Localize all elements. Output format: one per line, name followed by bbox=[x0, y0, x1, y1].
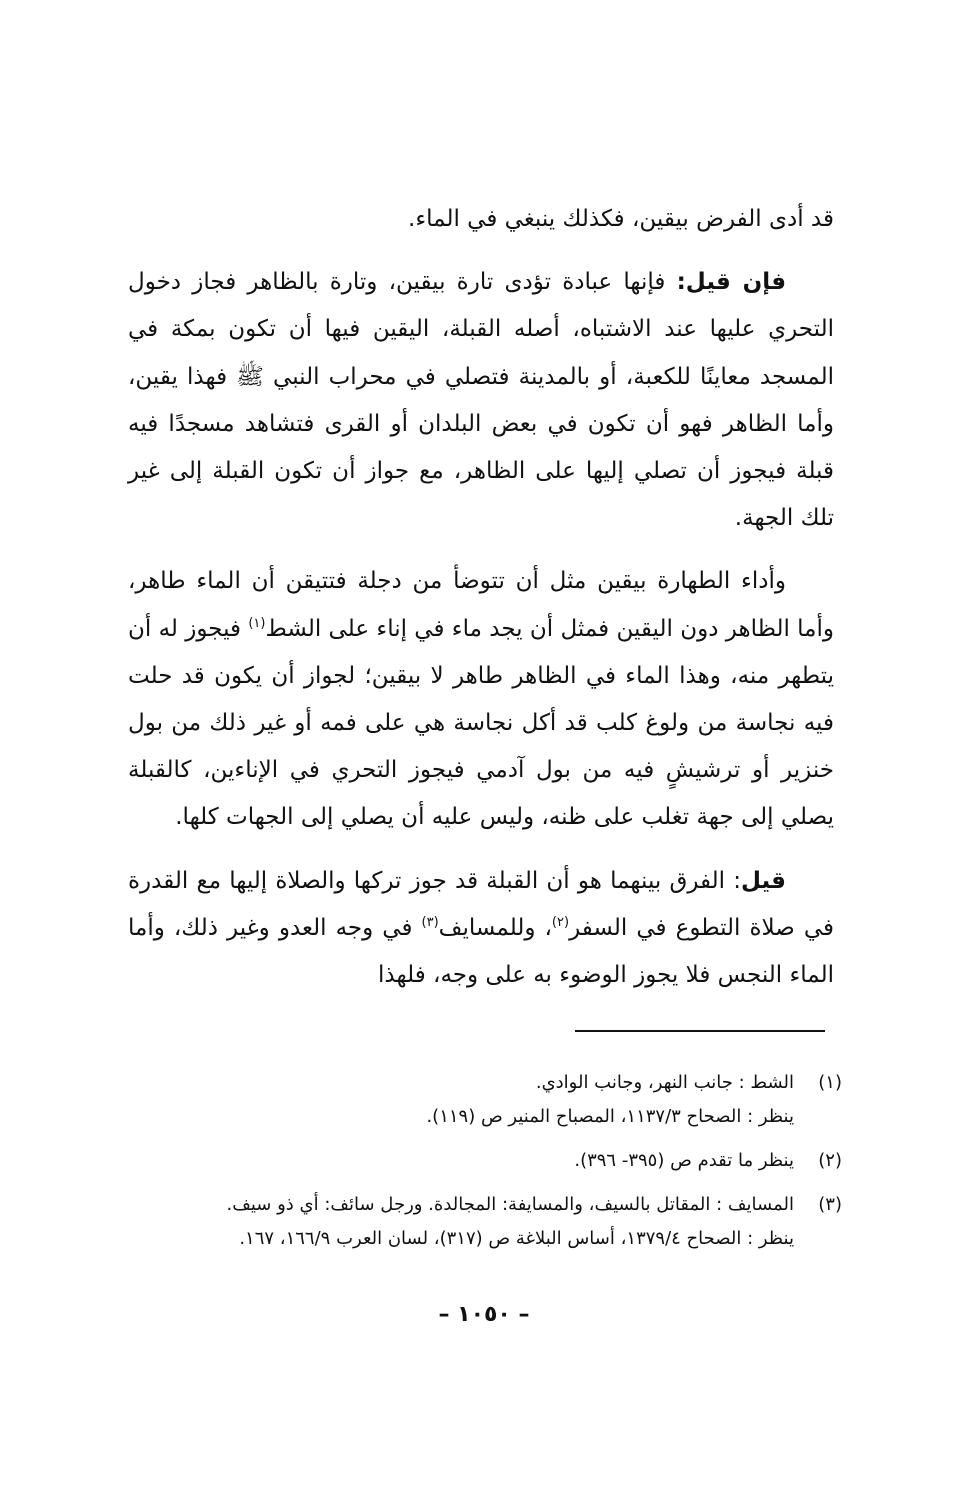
footnote-body bbox=[120, 1188, 794, 1256]
paragraph-3-text-a: وأداء الطهارة بيقين مثل أن تتوضأ من دجلة فتتيقن أن الماء طاهر، وأما الظاهر دون اليقين فمثل أن يجد ماء في إناء على الشط bbox=[128, 568, 834, 642]
paragraph-2-lead: فإن قيل: bbox=[676, 269, 787, 296]
footnote-ref-1[interactable]: (١) bbox=[248, 615, 266, 631]
footnote-1 bbox=[120, 1066, 842, 1134]
footnote-line: ينظر : الصحاح ١١٣٧/٣، المصباح المنير ص (١١٩). bbox=[426, 1106, 794, 1127]
footnote-separator bbox=[575, 1030, 825, 1032]
main-text bbox=[128, 196, 834, 999]
footnote-ref-3[interactable]: (٣) bbox=[421, 914, 439, 930]
paragraph-3 bbox=[128, 558, 834, 841]
footnote-body bbox=[120, 1144, 794, 1178]
paragraph-2-text: فإنها عبادة تؤدى تارة بيقين، وتارة بالظاهر فجاز دخول التحري عليها عند الاشتباه، أصله القبلة، اليقين فيها أن تكون بمكة في المسجد معاينًا للكعبة، أو بالمدينة فتصلي في محراب النبي ﷺ فهذا يقين، وأما الظاهر فهو أن تكون في بعض البلدان أو القرى فتشاهد مسجدًا فيه قبلة فيجوز أن تصلي إليها على الظاهر، مع جواز أن تكون القبلة إلى غير تلك الجهة. bbox=[128, 269, 834, 532]
footnote-3 bbox=[120, 1188, 842, 1256]
footnote-line: الشط : جانب النهر، وجانب الوادي. bbox=[535, 1072, 794, 1093]
paragraph-4-lead: قيل bbox=[741, 867, 786, 894]
footnote-number: (١) bbox=[818, 1072, 842, 1093]
paragraph-4-text-c: في وجه العدو وغير ذلك، وأما الماء النجس فلا يجوز الوضوء به على وجه، فلهذا bbox=[128, 914, 834, 989]
paragraph-4-text-b: ، وللمسايف bbox=[438, 914, 552, 941]
page-number: – ١٠٥٠ – bbox=[438, 1302, 530, 1327]
paragraph-3-text-b: فيجوز له أن يتطهر منه، وهذا الماء في الظاهر طاهر لا بيقين؛ لجواز أن يكون قد حلت فيه نجاسة من ولوغ كلب قد أكل نجاسة هي على فمه أو غير ذلك من بول خنزير أو ترشيشٍ فيه من بول آدمي فيجوز التحري في الإناءين، كالقبلة يصلي إلى جهة تغلب على ظنه، وليس عليه أن يصلي إلى الجهات كلها. bbox=[128, 615, 834, 831]
footnote-line: ينظر : الصحاح ١٣٧٩/٤، أساس البلاغة ص (٣١٧)، لسان العرب ١٦٦/٩، ١٦٧. bbox=[239, 1228, 794, 1249]
paragraph-4 bbox=[128, 858, 834, 1000]
footnotes bbox=[120, 1066, 842, 1256]
footnote-line: ينظر ما تقدم ص (٣٩٥- ٣٩٦). bbox=[574, 1150, 794, 1171]
footnote-number: (٣) bbox=[818, 1194, 842, 1215]
footnote-line: المسايف : المقاتل بالسيف، والمسايفة: المجالدة. ورجل سائف: أي ذو سيف. bbox=[226, 1194, 794, 1215]
footnote-body bbox=[120, 1066, 794, 1134]
paragraph-4-text-a: : الفرق بينهما هو أن القبلة قد جوز تركها والصلاة إليها مع القدرة في صلاة التطوع في السفر bbox=[128, 867, 834, 941]
footnote-ref-2[interactable]: (٢) bbox=[551, 914, 570, 930]
footnote-number: (٢) bbox=[818, 1150, 842, 1171]
paragraph-1-text: قد أدى الفرض بيقين، فكذلك ينبغي في الماء. bbox=[408, 206, 834, 232]
paragraph-2 bbox=[128, 259, 834, 542]
paragraph-1 bbox=[128, 196, 834, 243]
footnote-2 bbox=[120, 1144, 842, 1178]
